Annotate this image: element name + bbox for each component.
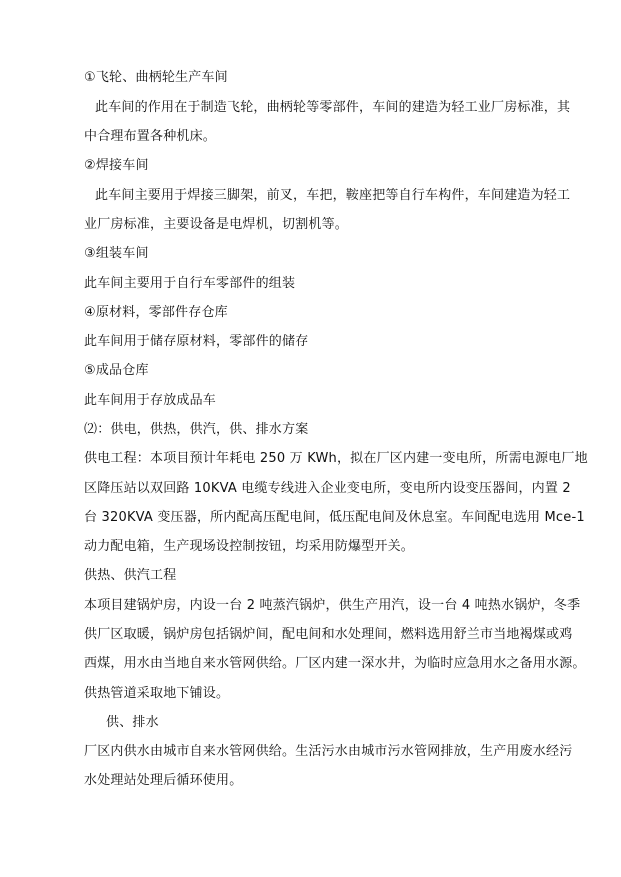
heading-finished-goods-warehouse: ⑤成品仓库 bbox=[84, 363, 149, 378]
heading-water-supply-drainage: 供、排水 bbox=[106, 715, 159, 730]
paragraph-line: 此车间主要用于自行车零部件的组装 bbox=[84, 276, 296, 291]
paragraph-line: 中合理布置各种机床。 bbox=[84, 129, 217, 144]
paragraph-line: 此车间主要用于焊接三脚架，前叉，车把，鞍座把等自行车构件，车间建造为轻工 bbox=[95, 188, 571, 203]
paragraph-line: 动力配电箱，生产现场设控制按钮，均采用防爆型开关。 bbox=[84, 539, 415, 554]
paragraph-line: 西煤，用水由当地自来水管网供给。厂区内建一深水井，为临时应急用水之备用水源。 bbox=[84, 656, 586, 671]
paragraph-line: 区降压站以双回路 10KVA 电缆专线进入企业变电所，变电所内设变压器间，内置 2 bbox=[84, 481, 571, 496]
heading-flywheel-workshop: ①飞轮、曲柄轮生产车间 bbox=[84, 70, 228, 85]
heading-utilities-plan: ⑵：供电，供热，供汽，供、排水方案 bbox=[84, 422, 309, 437]
heading-welding-workshop: ②焊接车间 bbox=[84, 158, 149, 173]
paragraph-line: 水处理站处理后循环使用。 bbox=[84, 773, 243, 788]
heading-heating-steam: 供热、供汽工程 bbox=[84, 568, 177, 583]
paragraph-line: 业厂房标准，主要设备是电焊机，切割机等。 bbox=[84, 217, 349, 232]
paragraph-line: 本项目建锅炉房，内设一台 2 吨蒸汽锅炉，供生产用汽，设一台 4 吨热水锅炉，冬季 bbox=[84, 598, 581, 613]
paragraph-line: 此车间的作用在于制造飞轮，曲柄轮等零部件，车间的建造为轻工业厂房标准，其 bbox=[95, 100, 571, 115]
paragraph-line: 台 320KVA 变压器，所内配高压配电间，低压配电间及休息室。车间配电选用 Mce-1 bbox=[84, 510, 585, 525]
paragraph-line: 供电工程：本项目预计年耗电 250 万 KWh，拟在厂区内建一变电所，所需电源电厂地 bbox=[84, 451, 588, 466]
paragraph-line: 供厂区取暖，锅炉房包括锅炉间，配电间和水处理间，燃料选用舒兰市当地褐煤或鸡 bbox=[84, 627, 573, 642]
paragraph-line: 此车间用于存放成品车 bbox=[84, 393, 217, 408]
paragraph-line: 此车间用于储存原材料，零部件的储存 bbox=[84, 334, 309, 349]
paragraph-line: 供热管道采取地下铺设。 bbox=[84, 686, 230, 701]
heading-assembly-workshop: ③组装车间 bbox=[84, 246, 149, 261]
paragraph-line: 厂区内供水由城市自来水管网供给。生活污水由城市污水管网排放，生产用废水经污 bbox=[84, 744, 573, 759]
heading-raw-material-warehouse: ④原材料，零部件存仓库 bbox=[84, 305, 228, 320]
